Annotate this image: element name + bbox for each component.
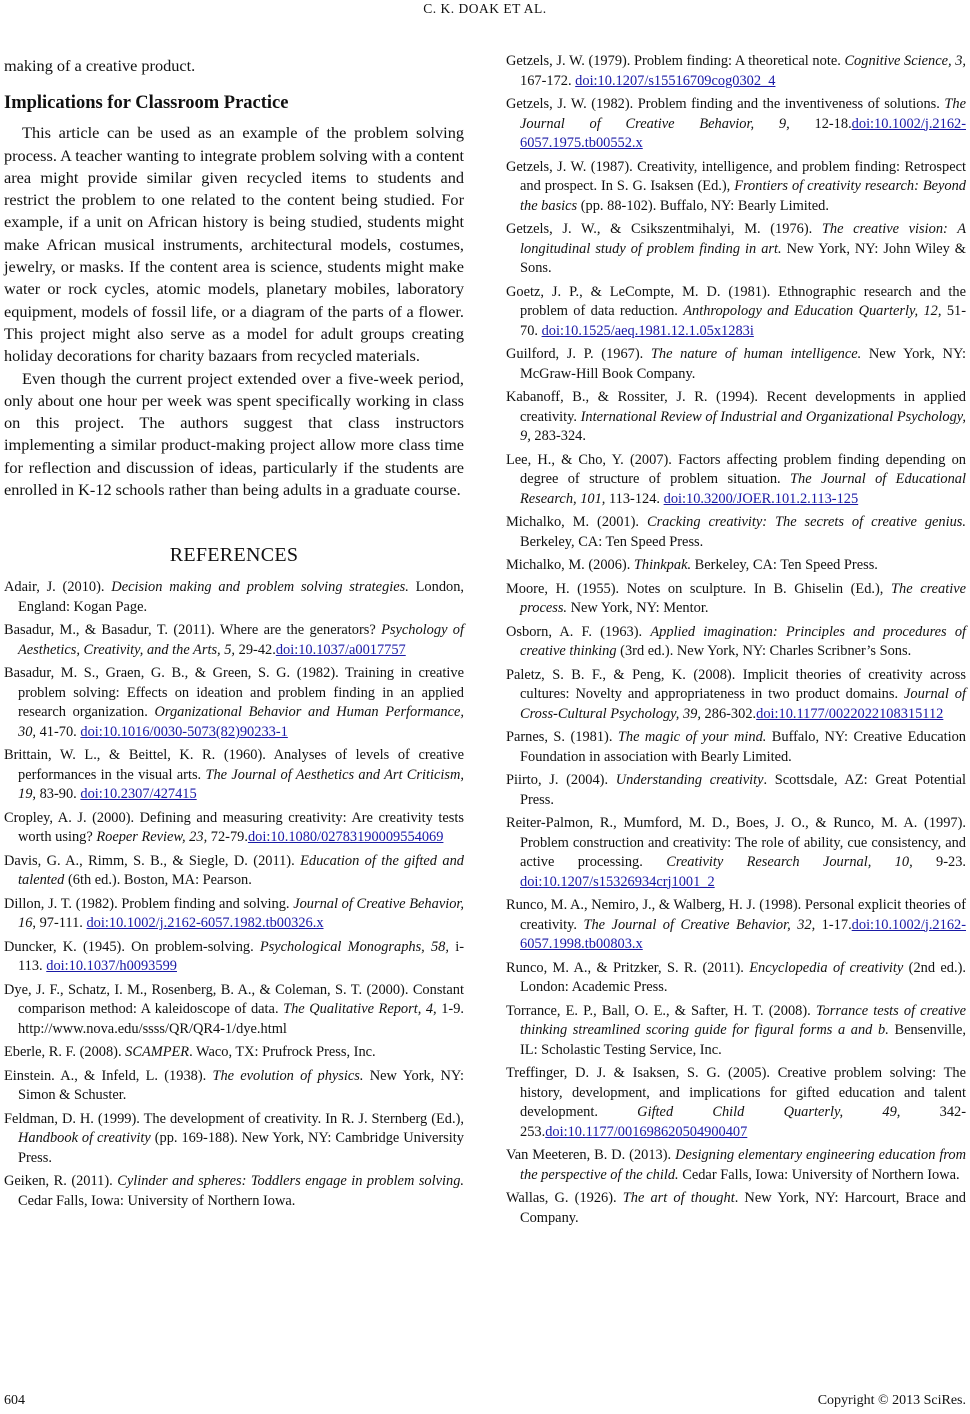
reference-authors-title: Wallas, G. (1926).	[506, 1190, 623, 1206]
reference-entry	[4, 938, 464, 977]
reference-source: Cracking creativity: The secrets of creative genius.	[646, 514, 967, 530]
reference-authors-title: Feldman, D. H. (1999). The development of creativity. In R. J. Sternberg (Ed.),	[4, 1110, 464, 1127]
reference-details: (3rd ed.). New York, NY: Charles Scribner’s Sons.	[616, 643, 912, 659]
reference-source: The evolution of physics.	[212, 1067, 364, 1084]
reference-authors-title: Guilford, J. P. (1967).	[506, 346, 651, 362]
reference-doi-link[interactable]: doi:10.1002/j.2162-6057.1998.tb00803.x	[520, 916, 966, 952]
reference-source: Organizational Behavior and Human Performance, 30,	[18, 704, 464, 740]
reference-entry	[4, 809, 464, 848]
reference-authors-title: Cropley, A. J. (2000). Defining and measuring creativity: Are creativity tests worth using?	[4, 809, 464, 846]
reference-authors-title: Getzels, J. W. (1987). Creativity, intelligence, and problem finding: Retrospect and prospect. In S. G. Isaksen (Ed.),	[506, 158, 966, 194]
reference-entry	[506, 1146, 966, 1185]
reference-authors-title: Paletz, S. B. F., & Peng, K. (2008). Implicit theories of creativity across cultures: Novelty and appropriateness in two product domains.	[506, 666, 966, 702]
reference-source: The creative vision: A longitudinal study of problem finding in art.	[520, 221, 966, 257]
reference-details: Cedar Falls, Iowa: University of Northern Iowa.	[678, 1166, 960, 1183]
body-paragraph-2: Even though the current project extended over a five-week period, only about one hour per week was spent specifically working in class on this project. The authors suggest that class instructors implementing a similar product-making project allow more class time for reflection and discussion of ideas, particularly if the students are enrolled in K-12 schools rather than being adults in a graduate course.	[4, 368, 464, 500]
reference-entry	[506, 158, 966, 217]
reference-entry	[506, 556, 966, 576]
reference-source: The Journal of Creative Behavior, 32,	[583, 916, 816, 933]
reference-entry	[506, 95, 966, 154]
reference-entry	[506, 513, 966, 552]
reference-source: Encyclopedia of creativity	[749, 959, 904, 976]
reference-source: The creative process.	[520, 580, 966, 616]
reference-details: . New York, NY: Harcourt, Brace and Company.	[520, 1190, 966, 1226]
reference-source: Education of the gifted and talented	[18, 852, 464, 889]
left-column	[4, 55, 464, 1215]
reference-details: (pp. 169-188). New York, NY: Cambridge University Press.	[18, 1130, 464, 1166]
reference-details: . Waco, TX: Prufrock Press, Inc.	[189, 1044, 376, 1061]
reference-authors-title: Parnes, S. (1981).	[506, 729, 618, 745]
reference-authors-title: Basadur, M. S., Graen, G. B., & Green, S. G. (1982). Training in creative problem solving: Effects on ideation and problem finding in an applied research organization.	[4, 665, 464, 721]
reference-entry	[506, 1064, 966, 1142]
reference-source: The Qualitative Report, 4,	[283, 1001, 437, 1018]
reference-details: 51-70.	[520, 303, 967, 339]
reference-authors-title: Dye, J. F., Schatz, I. M., Rosenberg, B. A., & Coleman, S. T. (2000). Constant comparison method: A kaleidoscope of data.	[4, 981, 464, 1018]
section-title: Implications for Classroom Practice	[4, 93, 289, 114]
reference-authors-title: Eberle, R. F. (2008).	[4, 1044, 126, 1061]
reference-entry	[4, 1067, 464, 1106]
reference-source: Psychological Monographs, 58,	[259, 938, 449, 955]
reference-details: (2nd ed.). London: Academic Press.	[520, 959, 966, 995]
reference-details: 29-42.	[235, 641, 276, 658]
reference-authors-title: Piirto, J. (2004).	[506, 772, 616, 788]
reference-authors-title: Van Meeteren, B. D. (2013).	[506, 1147, 676, 1163]
reference-entry	[4, 578, 464, 617]
reference-source: The magic of your mind.	[617, 729, 767, 745]
reference-authors-title: Torrance, E. P., Ball, O. E., & Safter, H. T. (2008).	[506, 1002, 816, 1019]
reference-authors-title: Geiken, R. (2011).	[4, 1173, 118, 1190]
reference-authors-title: Goetz, J. P., & LeCompte, M. D. (1981). Ethnographic research and the problem of data reduction.	[506, 283, 966, 319]
reference-authors-title: Moore, H. (1955). Notes on sculpture. In B. Ghiselin (Ed.),	[506, 580, 891, 597]
reference-details: 9-23.	[912, 854, 967, 870]
reference-source: Frontiers of creativity research: Beyond the basics	[520, 178, 967, 214]
reference-details: , 97-111.	[32, 915, 87, 932]
reference-source: Roeper Review, 23,	[96, 829, 208, 846]
reference-source: Gifted Child Quarterly, 49,	[637, 1104, 901, 1120]
reference-authors-title: Lee, H., & Cho, Y. (2007). Factors affecting problem finding depending on degree of structure of problem situation.	[506, 451, 966, 487]
reference-details: 12-18.	[789, 115, 852, 132]
reference-source: Designing elementary engineering education from the perspective of the child.	[520, 1147, 966, 1183]
reference-details: Bensenville, IL: Scholastic Testing Service, Inc.	[520, 1022, 967, 1058]
reference-source: Understanding creativity	[615, 772, 764, 788]
reference-entry	[4, 895, 464, 934]
reference-authors-title: Runco, M. A., & Pritzker, S. R. (2011).	[506, 959, 750, 976]
reference-details: (6th ed.). Boston, MA: Pearson.	[64, 872, 252, 889]
reference-entry	[506, 728, 966, 767]
reference-entry	[4, 1172, 464, 1211]
reference-authors-title: Brittain, W. L., & Beittel, K. R. (1960). Analyses of levels of creative performances in the visual arts.	[4, 747, 464, 783]
reference-doi-link[interactable]: doi:10.2307/427415	[80, 786, 197, 803]
reference-source: Journal of Cross-Cultural Psychology, 39,	[520, 686, 966, 722]
reference-source: The Journal of Creative Behavior, 9,	[520, 96, 966, 132]
reference-doi-link[interactable]: doi:10.1002/j.2162-6057.1975.tb00552.x	[520, 115, 966, 151]
reference-entry	[506, 814, 966, 892]
reference-doi-link[interactable]: doi:10.1177/0022022108315112	[756, 705, 944, 722]
reference-details: Berkeley, CA: Ten Speed Press.	[520, 533, 704, 550]
reference-source: The nature of human intelligence.	[650, 346, 862, 362]
reference-details: . Scottsdale, AZ: Great Potential Press.	[520, 772, 966, 808]
reference-authors-title: Einstein. A., & Infeld, L. (1938).	[4, 1067, 213, 1084]
reference-entry	[506, 283, 966, 342]
reference-details: New York, NY: McGraw-Hill Book Company.	[520, 346, 967, 382]
copyright-notice: Copyright © 2013 SciRes.	[817, 1393, 966, 1408]
reference-authors-title: Davis, G. A., Rimm, S. B., & Siegle, D. (2011).	[4, 852, 301, 869]
reference-source: The art of thought	[622, 1190, 735, 1206]
reference-source: Handbook of creativity	[18, 1130, 151, 1147]
reference-details: New York, NY: Mentor.	[567, 600, 709, 616]
reference-details: 72-79.	[207, 829, 248, 846]
reference-entry	[506, 345, 966, 384]
reference-authors-title: Treffinger, D. J. & Isaksen, S. G. (2005). Creative problem solving: The history, development, and implications for gifted education and talent development.	[506, 1065, 966, 1120]
reference-doi-link[interactable]: doi:10.1002/j.2162-6057.1982.tb00326.x	[86, 915, 324, 932]
reference-entry	[506, 580, 966, 619]
reference-source: Applied imagination: Principles and procedures of creative thinking	[520, 623, 967, 659]
references-list-right	[506, 52, 966, 1228]
reference-authors-title: Reiter-Palmon, R., Mumford, M. D., Boes, J. O., & Runco, M. A. (1997). Problem construction and creativity: The role of ability, cue consistency, and active processing.	[506, 815, 966, 870]
reference-doi-link[interactable]: doi:10.1177/001698620504900407	[545, 1123, 748, 1140]
reference-authors-title: Duncker, K. (1945). On problem-solving.	[4, 938, 260, 955]
references-heading: REFERENCES	[169, 544, 299, 567]
reference-source: Thinkpak.	[633, 557, 692, 573]
reference-source: The Journal of Educational Research, 101,	[520, 471, 966, 507]
reference-entry	[506, 52, 966, 91]
reference-authors-title: Adair, J. (2010).	[4, 579, 112, 596]
reference-details: Buffalo, NY: Creative Education Foundation in association with Bearly Limited.	[520, 729, 966, 765]
reference-doi-link[interactable]: doi:10.1525/aeq.1981.12.1.05x1283i	[541, 322, 754, 339]
right-column	[506, 52, 966, 1232]
reference-details: 113-124.	[605, 490, 664, 507]
reference-entry	[4, 1043, 464, 1063]
reference-details: 83-90.	[36, 786, 81, 803]
reference-doi-link[interactable]: doi:10.1016/0030-5073(82)90233-1	[80, 723, 288, 740]
reference-entry	[4, 746, 464, 805]
reference-entry	[4, 621, 464, 660]
reference-doi-link[interactable]: doi:10.1037/a0017757	[275, 641, 406, 658]
reference-authors-title: Runco, M. A., Nemiro, J., & Walberg, H. J. (1998). Personal explicit theories of creativity.	[506, 897, 966, 933]
reference-entry	[506, 1189, 966, 1228]
reference-authors-title: Getzels, J. W. (1982). Problem finding and the inventiveness of solutions.	[506, 96, 945, 112]
intro-line: making of a creative product.	[4, 56, 196, 75]
reference-entry	[506, 666, 966, 725]
reference-source: Cognitive Science, 3,	[844, 53, 967, 69]
reference-details: 286-302.	[700, 705, 757, 722]
reference-authors-title: Michalko, M. (2001).	[506, 514, 647, 530]
reference-doi-link[interactable]: doi:10.1207/s15326934crj1001_2	[520, 873, 715, 890]
reference-entry	[506, 220, 966, 279]
reference-details: 342-253.	[520, 1104, 967, 1140]
references-list-left	[4, 578, 464, 1211]
reference-doi-link[interactable]: doi:10.1037/h0093599	[46, 958, 177, 975]
reference-source: Creativity Research Journal, 10,	[666, 854, 913, 870]
reference-doi-link[interactable]: doi:10.3200/JOER.101.2.113-125	[663, 490, 859, 507]
reference-entry	[506, 623, 966, 662]
body-paragraph-1: This article can be used as an example of the problem solving process. A teacher wanting to integrate problem solving with a content area might provide similar given recycled items to students and restrict the problem to one related to the content being studied. For example, if a unit on African history is being studied, students might make African musical instruments, architectural models, costumes, jewelry, or masks. If the content area is science, students might make water or rock cycles, atomic models, planetary mobiles, laboratory equipment, models of fossil life, or a diagram of the parts of a flower. This project might also serve as a model for adult groups creating holiday decorations for charity bazaars from recycled materials.	[4, 123, 464, 366]
reference-entry	[506, 959, 966, 998]
reference-source: The Journal of Aesthetics and Art Criticism, 19,	[18, 766, 464, 803]
reference-entry	[506, 1002, 966, 1061]
reference-entry	[4, 1110, 464, 1169]
reference-details: London, England: Kogan Page.	[18, 579, 465, 615]
reference-authors-title: Getzels, J. W. (1979). Problem finding: A theoretical note.	[506, 53, 845, 69]
reference-entry	[506, 771, 966, 810]
reference-details: Cedar Falls, Iowa: University of Northern Iowa.	[18, 1192, 296, 1209]
reference-details: 1-17.	[815, 916, 852, 933]
running-head: C. K. DOAK ET AL.	[423, 1, 547, 16]
reference-details: i-113.	[18, 938, 464, 975]
reference-authors-title: Basadur, M., & Basadur, T. (2011). Where are the generators?	[4, 622, 382, 639]
reference-source: Anthropology and Education Quarterly, 12,	[683, 303, 942, 319]
reference-entry	[4, 852, 464, 891]
page-number: 604	[4, 1393, 25, 1408]
reference-authors-title: Osborn, A. F. (1963).	[506, 623, 651, 640]
reference-source: International Review of Industrial and Organizational Psychology, 9,	[520, 408, 966, 444]
reference-source: Torrance tests of creative thinking streamlined scoring guide for figural forms a and b.	[520, 1002, 966, 1038]
reference-details: 1-9. http://www.nova.edu/ssss/QR/QR4-1/dye.html	[18, 1001, 464, 1037]
reference-details: Berkeley, CA: Ten Speed Press.	[691, 557, 878, 573]
reference-details: 167-172.	[520, 72, 576, 89]
reference-source: SCAMPER	[125, 1044, 190, 1061]
reference-entry	[4, 981, 464, 1040]
reference-entry	[4, 664, 464, 742]
reference-source: Decision making and problem solving strategies.	[111, 579, 409, 596]
reference-source: Journal of Creative Behavior, 16	[18, 895, 464, 932]
reference-details: New York, NY: Simon & Schuster.	[18, 1067, 464, 1104]
reference-entry	[506, 451, 966, 510]
reference-authors-title: Dillon, J. T. (1982). Problem finding and solving.	[4, 895, 294, 912]
reference-authors-title: Getzels, J. W., & Csikszentmihalyi, M. (1976).	[506, 221, 822, 237]
reference-doi-link[interactable]: doi:10.1207/s15516709cog0302_4	[575, 72, 776, 89]
reference-details: 41-70.	[36, 723, 81, 740]
reference-details: New York, NY: John Wiley & Sons.	[520, 240, 966, 276]
reference-source: Psychology of Aesthetics, Creativity, and the Arts, 5,	[18, 622, 465, 658]
reference-doi-link[interactable]: doi:10.1080/02783190009554069	[247, 829, 444, 846]
reference-details: (pp. 88-102). Buffalo, NY: Bearly Limited.	[577, 197, 829, 214]
reference-details: 283-324.	[530, 428, 586, 444]
reference-entry	[506, 388, 966, 447]
reference-authors-title: Michalko, M. (2006).	[506, 557, 634, 573]
reference-entry	[506, 896, 966, 955]
reference-authors-title: Kabanoff, B., & Rossiter, J. R. (1994). Recent developments in applied creativity.	[506, 389, 966, 425]
reference-source: Cylinder and spheres: Toddlers engage in problem solving.	[117, 1173, 464, 1190]
